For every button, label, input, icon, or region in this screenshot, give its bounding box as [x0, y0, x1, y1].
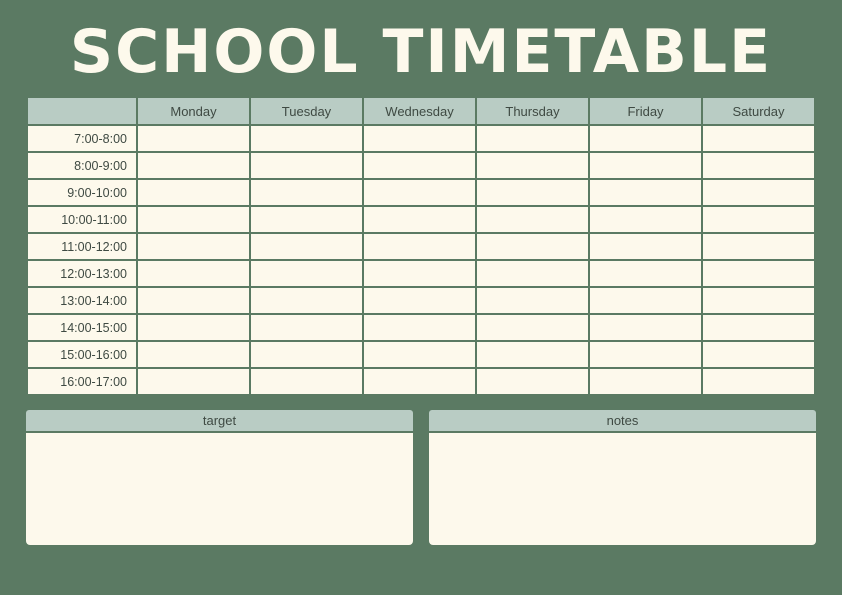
- slot-cell[interactable]: [590, 180, 701, 205]
- slot-cell[interactable]: [477, 369, 588, 394]
- slot-cell[interactable]: [251, 180, 362, 205]
- notes-panel-body[interactable]: [429, 433, 816, 545]
- slot-cell[interactable]: [703, 315, 814, 340]
- page-title: SCHOOL TIMETABLE: [69, 17, 773, 87]
- slot-cell[interactable]: [703, 234, 814, 259]
- bottom-panels: [26, 410, 816, 545]
- slot-cell[interactable]: [590, 126, 701, 151]
- slot-cell[interactable]: [138, 207, 249, 232]
- slot-cell[interactable]: [364, 261, 475, 286]
- slot-cell[interactable]: [364, 153, 475, 178]
- time-label: 10:00-11:00: [28, 207, 136, 232]
- target-panel-body[interactable]: [26, 433, 413, 545]
- timetable-header-row: [28, 98, 814, 124]
- slot-cell[interactable]: [251, 342, 362, 367]
- time-label: 11:00-12:00: [28, 234, 136, 259]
- slot-cell[interactable]: [138, 315, 249, 340]
- slot-cell[interactable]: [364, 342, 475, 367]
- time-label: 14:00-15:00: [28, 315, 136, 340]
- slot-cell[interactable]: [703, 153, 814, 178]
- timetable-grid: [26, 96, 816, 396]
- slot-cell[interactable]: [138, 342, 249, 367]
- time-label: 15:00-16:00: [28, 342, 136, 367]
- slot-cell[interactable]: [364, 234, 475, 259]
- time-label: 13:00-14:00: [28, 288, 136, 313]
- table-row: [28, 342, 814, 367]
- slot-cell[interactable]: [590, 288, 701, 313]
- slot-cell[interactable]: [590, 369, 701, 394]
- slot-cell[interactable]: [251, 369, 362, 394]
- time-label: 9:00-10:00: [28, 180, 136, 205]
- day-header-friday: Friday: [590, 98, 701, 124]
- table-row: [28, 261, 814, 286]
- day-header-saturday: Saturday: [703, 98, 814, 124]
- target-panel-label: target: [26, 410, 413, 431]
- slot-cell[interactable]: [590, 342, 701, 367]
- slot-cell[interactable]: [477, 180, 588, 205]
- notes-panel-label: notes: [429, 410, 816, 431]
- slot-cell[interactable]: [251, 126, 362, 151]
- slot-cell[interactable]: [703, 126, 814, 151]
- slot-cell[interactable]: [590, 261, 701, 286]
- slot-cell[interactable]: [364, 207, 475, 232]
- table-row: [28, 180, 814, 205]
- slot-cell[interactable]: [251, 288, 362, 313]
- slot-cell[interactable]: [477, 234, 588, 259]
- slot-cell[interactable]: [251, 234, 362, 259]
- target-panel: [26, 410, 413, 545]
- slot-cell[interactable]: [138, 369, 249, 394]
- slot-cell[interactable]: [703, 207, 814, 232]
- slot-cell[interactable]: [251, 153, 362, 178]
- slot-cell[interactable]: [590, 315, 701, 340]
- day-header-tuesday: Tuesday: [251, 98, 362, 124]
- table-row: [28, 126, 814, 151]
- slot-cell[interactable]: [477, 153, 588, 178]
- slot-cell[interactable]: [703, 180, 814, 205]
- slot-cell[interactable]: [138, 288, 249, 313]
- slot-cell[interactable]: [364, 126, 475, 151]
- timetable-corner-cell: [28, 98, 136, 124]
- notes-panel: [429, 410, 816, 545]
- slot-cell[interactable]: [364, 180, 475, 205]
- slot-cell[interactable]: [477, 126, 588, 151]
- slot-cell[interactable]: [703, 288, 814, 313]
- time-label: 12:00-13:00: [28, 261, 136, 286]
- slot-cell[interactable]: [477, 315, 588, 340]
- slot-cell[interactable]: [364, 369, 475, 394]
- slot-cell[interactable]: [477, 261, 588, 286]
- table-row: [28, 288, 814, 313]
- slot-cell[interactable]: [138, 234, 249, 259]
- time-label: 16:00-17:00: [28, 369, 136, 394]
- day-header-monday: Monday: [138, 98, 249, 124]
- table-row: [28, 153, 814, 178]
- slot-cell[interactable]: [138, 180, 249, 205]
- slot-cell[interactable]: [364, 315, 475, 340]
- day-header-thursday: Thursday: [477, 98, 588, 124]
- slot-cell[interactable]: [251, 261, 362, 286]
- slot-cell[interactable]: [251, 207, 362, 232]
- slot-cell[interactable]: [590, 234, 701, 259]
- table-row: [28, 207, 814, 232]
- slot-cell[interactable]: [590, 153, 701, 178]
- slot-cell[interactable]: [138, 153, 249, 178]
- slot-cell[interactable]: [703, 342, 814, 367]
- time-label: 7:00-8:00: [28, 126, 136, 151]
- slot-cell[interactable]: [251, 315, 362, 340]
- slot-cell[interactable]: [477, 288, 588, 313]
- table-row: [28, 369, 814, 394]
- slot-cell[interactable]: [364, 288, 475, 313]
- slot-cell[interactable]: [590, 207, 701, 232]
- table-row: [28, 315, 814, 340]
- slot-cell[interactable]: [138, 261, 249, 286]
- time-label: 8:00-9:00: [28, 153, 136, 178]
- slot-cell[interactable]: [703, 369, 814, 394]
- day-header-wednesday: Wednesday: [364, 98, 475, 124]
- slot-cell[interactable]: [477, 342, 588, 367]
- slot-cell[interactable]: [138, 126, 249, 151]
- table-row: [28, 234, 814, 259]
- slot-cell[interactable]: [477, 207, 588, 232]
- slot-cell[interactable]: [703, 261, 814, 286]
